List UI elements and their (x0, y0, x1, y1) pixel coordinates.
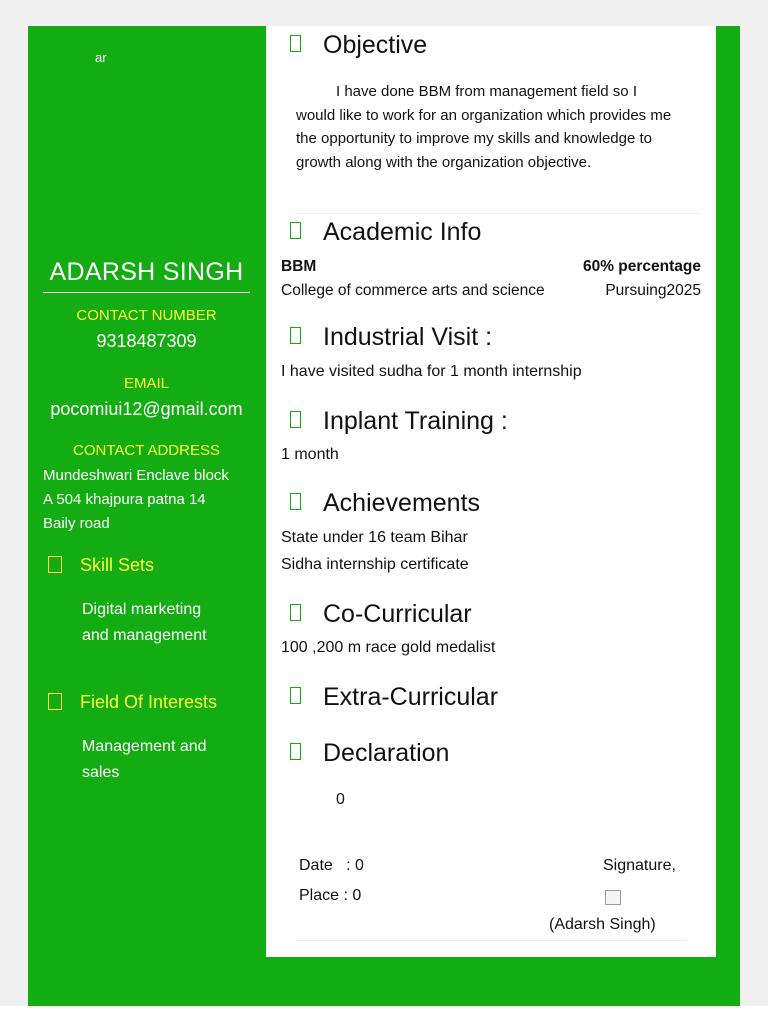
objective-text: I have done BBM from management field so I would like to work for an organization which provides me the opportunity to improve my skills and knowledge to growth along with the organization objective. (296, 83, 672, 171)
contact-number-label: CONTACT NUMBER (76, 307, 217, 324)
declaration-heading (290, 739, 449, 768)
interests-heading (48, 692, 217, 713)
interests-line: sales (82, 764, 120, 781)
bullet-icon (290, 743, 301, 760)
achievement-item: State under 16 team Bihar (281, 529, 468, 546)
inplant-title: Inplant Training : (323, 407, 508, 435)
cocurricular-title: Co-Curricular (323, 600, 472, 628)
skills-heading-text: Skill Sets (80, 555, 155, 575)
declaration-title: Declaration (323, 739, 450, 767)
percentage: 60% percentage (582, 258, 701, 275)
profile-photo: ar (95, 50, 107, 65)
bullet-icon (290, 327, 301, 344)
industrial-title: Industrial Visit : (323, 323, 493, 351)
contact-address (43, 464, 258, 536)
sidebar (28, 26, 265, 1008)
footer-divider (296, 940, 686, 941)
study-status: Pursuing2025 (605, 282, 701, 299)
place-field: Place : 0 (299, 887, 362, 904)
bullet-icon (290, 35, 301, 52)
skills-line: and management (82, 627, 207, 644)
declaration-text: 0 (336, 791, 345, 808)
inplant-heading (290, 407, 508, 436)
bullet-icon (290, 493, 301, 510)
academic-row-1 (281, 258, 701, 276)
skills-heading (48, 555, 154, 576)
achievements-list (281, 524, 469, 578)
objective-heading (290, 31, 427, 60)
cocurricular-heading (290, 600, 472, 629)
bullet-icon (290, 687, 301, 704)
interests-text (82, 734, 252, 786)
inplant-text: 1 month (281, 446, 339, 463)
objective-title: Objective (323, 31, 428, 59)
extracurricular-title: Extra-Curricular (323, 683, 499, 711)
bullet-icon (290, 604, 301, 621)
bullet-icon (290, 411, 301, 428)
page-bottom-margin (0, 1006, 768, 1024)
cocurricular-text: 100 ,200 m race gold medalist (281, 639, 496, 656)
bullet-icon (48, 556, 62, 573)
extracurricular-heading (290, 683, 498, 712)
skills-text (82, 597, 252, 649)
contact-number: 9318487309 (96, 331, 197, 351)
college-name: College of commerce arts and science (281, 282, 545, 299)
signature-name: (Adarsh Singh) (549, 916, 656, 933)
academic-row-2 (281, 282, 701, 300)
academic-title: Academic Info (323, 218, 482, 246)
candidate-name: ADARSH SINGH (49, 258, 244, 286)
interests-line: Management and (82, 738, 207, 755)
academic-heading (290, 218, 481, 247)
email-label: EMAIL (123, 375, 169, 392)
industrial-heading (290, 323, 492, 352)
signature-label: Signature, (603, 857, 676, 874)
date-field: Date : 0 (299, 857, 364, 874)
bullet-icon (48, 693, 62, 710)
email: pocomiui12@gmail.com (50, 399, 243, 419)
degree: BBM (281, 258, 317, 275)
resume-page (28, 26, 740, 1008)
bullet-icon (290, 222, 301, 239)
address-line: Mundeshwari Enclave block (43, 467, 229, 484)
interests-heading-text: Field Of Interests (80, 692, 218, 712)
skills-line: Digital marketing (82, 601, 202, 618)
address-line: A 504 khajpura patna 14 (43, 491, 206, 508)
achievements-title: Achievements (323, 489, 481, 517)
name-divider (43, 292, 250, 293)
achievements-heading (290, 489, 480, 518)
industrial-text: I have visited sudha for 1 month internship (281, 363, 582, 380)
section-divider (296, 213, 701, 214)
address-line: Baily road (43, 515, 110, 532)
main-content (266, 26, 716, 957)
address-label: CONTACT ADDRESS (73, 442, 220, 459)
achievement-item: Sidha internship certificate (281, 556, 469, 573)
signature-image (605, 890, 621, 905)
